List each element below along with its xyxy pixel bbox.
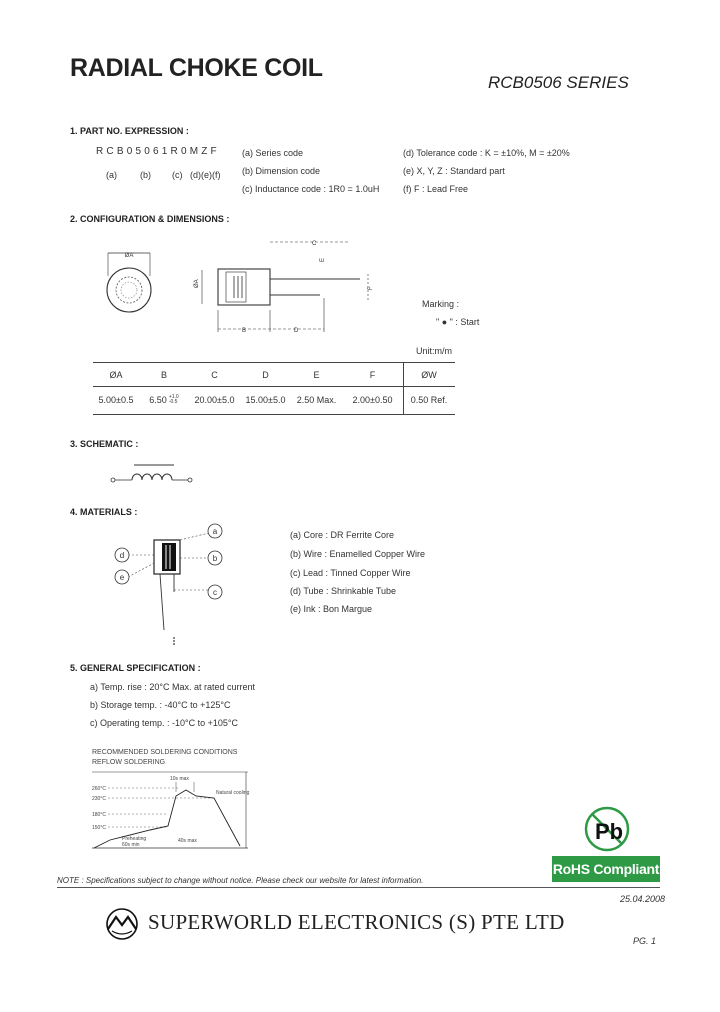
material-core: (a) Core : DR Ferrite Core [290, 530, 395, 540]
svg-text:b: b [212, 554, 218, 563]
cell-b: 6.50 +1.0 -0.5 [149, 394, 179, 406]
temp-150: 150°C [92, 825, 106, 831]
dim-a-side-label: ØA [194, 279, 200, 288]
dim-f-label: F [368, 286, 374, 290]
materials-diagram [108, 518, 234, 648]
section-schematic-heading: 3. SCHEMATIC : [70, 439, 139, 449]
preheat-duration-label: 60s min [122, 842, 140, 848]
section-spec-heading: 5. GENERAL SPECIFICATION : [70, 663, 201, 673]
preheating-label: Preheating [122, 836, 147, 842]
col-header: E [313, 369, 320, 380]
unit-label: Unit:m/m [416, 346, 452, 356]
component-core [162, 543, 176, 571]
dim-c-label: C [312, 241, 317, 247]
pb-text: Pb [595, 819, 624, 844]
col-header: ØW [421, 369, 437, 380]
spec-storage-temp: b) Storage temp. : -40°C to +125°C [90, 700, 231, 710]
col-header: C [211, 369, 218, 380]
part-label-b: (b) [140, 170, 151, 180]
col-header: ØA [109, 369, 123, 380]
cell-w: 0.50 Ref. [410, 395, 448, 405]
inductor-symbol [132, 474, 172, 480]
code-series: (a) Series code [242, 148, 304, 158]
material-ink: (e) Ink : Bon Margue [290, 604, 373, 614]
page-number: PG. 1 [633, 936, 657, 946]
svg-text:c: c [213, 588, 217, 597]
dim-b-label: B [242, 328, 247, 334]
spec-operating-temp: c) Operating temp. : -10°C to +105°C [90, 718, 239, 728]
material-tube: (d) Tube : Shrinkable Tube [290, 586, 397, 596]
soldering-label: 40s max [178, 838, 197, 844]
code-tolerance: (d) Tolerance code : K = ±10%, M = ±20% [403, 148, 570, 158]
natural-cooling-label: Natural cooling [216, 790, 250, 796]
cell-c: 20.00±5.0 [194, 395, 235, 405]
part-label-a: (a) [106, 170, 117, 180]
reflow-curve [94, 790, 240, 848]
coil-core [116, 277, 142, 303]
dim-a-label: ØA [124, 253, 134, 259]
page-title: RADIAL CHOKE COIL [70, 54, 323, 82]
reflow-title: REFLOW SOLDERING [92, 759, 166, 766]
svg-text:e: e [119, 573, 125, 582]
top-view-diagram [98, 246, 160, 318]
side-view-diagram [188, 236, 378, 336]
table-header-row [93, 363, 455, 386]
part-number: RCB05061R0MZF [96, 146, 220, 157]
company-logo-icon [104, 907, 140, 941]
temp-180: 180°C [92, 812, 106, 818]
temp-230: 230°C [92, 796, 106, 802]
cell-f: 2.00±0.50 [352, 395, 393, 405]
b-tol-lower: -0.5 [168, 399, 178, 406]
section-part-no-heading: 1. PART NO. EXPRESSION : [70, 126, 189, 136]
col-header: F [369, 369, 376, 380]
schematic-diagram [108, 460, 198, 492]
series-name: RCB0506 SERIES [488, 73, 629, 92]
svg-text:a: a [212, 527, 218, 536]
part-label-c: (c) [172, 170, 183, 180]
section-materials-heading: 4. MATERIALS : [70, 507, 138, 517]
document-date: 25.04.2008 [620, 894, 666, 904]
footer-divider [57, 887, 660, 888]
peak-label: 10s max [170, 776, 189, 782]
solder-title: RECOMMENDED SOLDERING CONDITIONS [92, 749, 238, 756]
code-dimension: (b) Dimension code [242, 166, 321, 176]
company-name: SUPERWORLD ELECTRONICS (S) PTE LTD [148, 910, 565, 934]
marking-start: " ● " : Start [436, 317, 480, 327]
b-tol-upper: +1.0 [168, 394, 179, 401]
col-header: B [160, 369, 167, 380]
dim-d-label: D [294, 328, 299, 334]
coil-outline [107, 268, 151, 312]
svg-text:d: d [119, 551, 125, 560]
spec-temp-rise: a) Temp. rise : 20°C Max. at rated current [90, 682, 255, 692]
dimension-table [93, 363, 455, 414]
footer-note: NOTE : Specifications subject to change without notice. Please check our website for latest information. [57, 876, 424, 885]
code-lead-free: (f) F : Lead Free [403, 184, 469, 194]
cell-d: 15.00±5.0 [245, 395, 286, 405]
marking-label: Marking : [422, 299, 460, 309]
code-inductance: (c) Inductance code : 1R0 = 1.0uH [242, 184, 380, 194]
dim-e-label: E [320, 257, 326, 262]
section-config-heading: 2. CONFIGURATION & DIMENSIONS : [70, 214, 230, 224]
material-wire: (b) Wire : Enamelled Copper Wire [290, 549, 426, 559]
part-label-def: (d)(e)(f) [190, 170, 221, 180]
rohs-compliant-badge: RoHS Compliant [552, 856, 660, 882]
material-lead: (c) Lead : Tinned Copper Wire [290, 568, 411, 578]
code-standard: (e) X, Y, Z : Standard part [403, 166, 505, 176]
cell-e: 2.50 Max. [296, 395, 337, 405]
col-header: D [262, 369, 269, 380]
temp-260: 260°C [92, 786, 106, 792]
reflow-profile-chart [90, 768, 250, 850]
table-row [93, 386, 455, 414]
pb-free-icon [582, 800, 632, 854]
cell-a: 5.00±0.5 [98, 395, 134, 405]
